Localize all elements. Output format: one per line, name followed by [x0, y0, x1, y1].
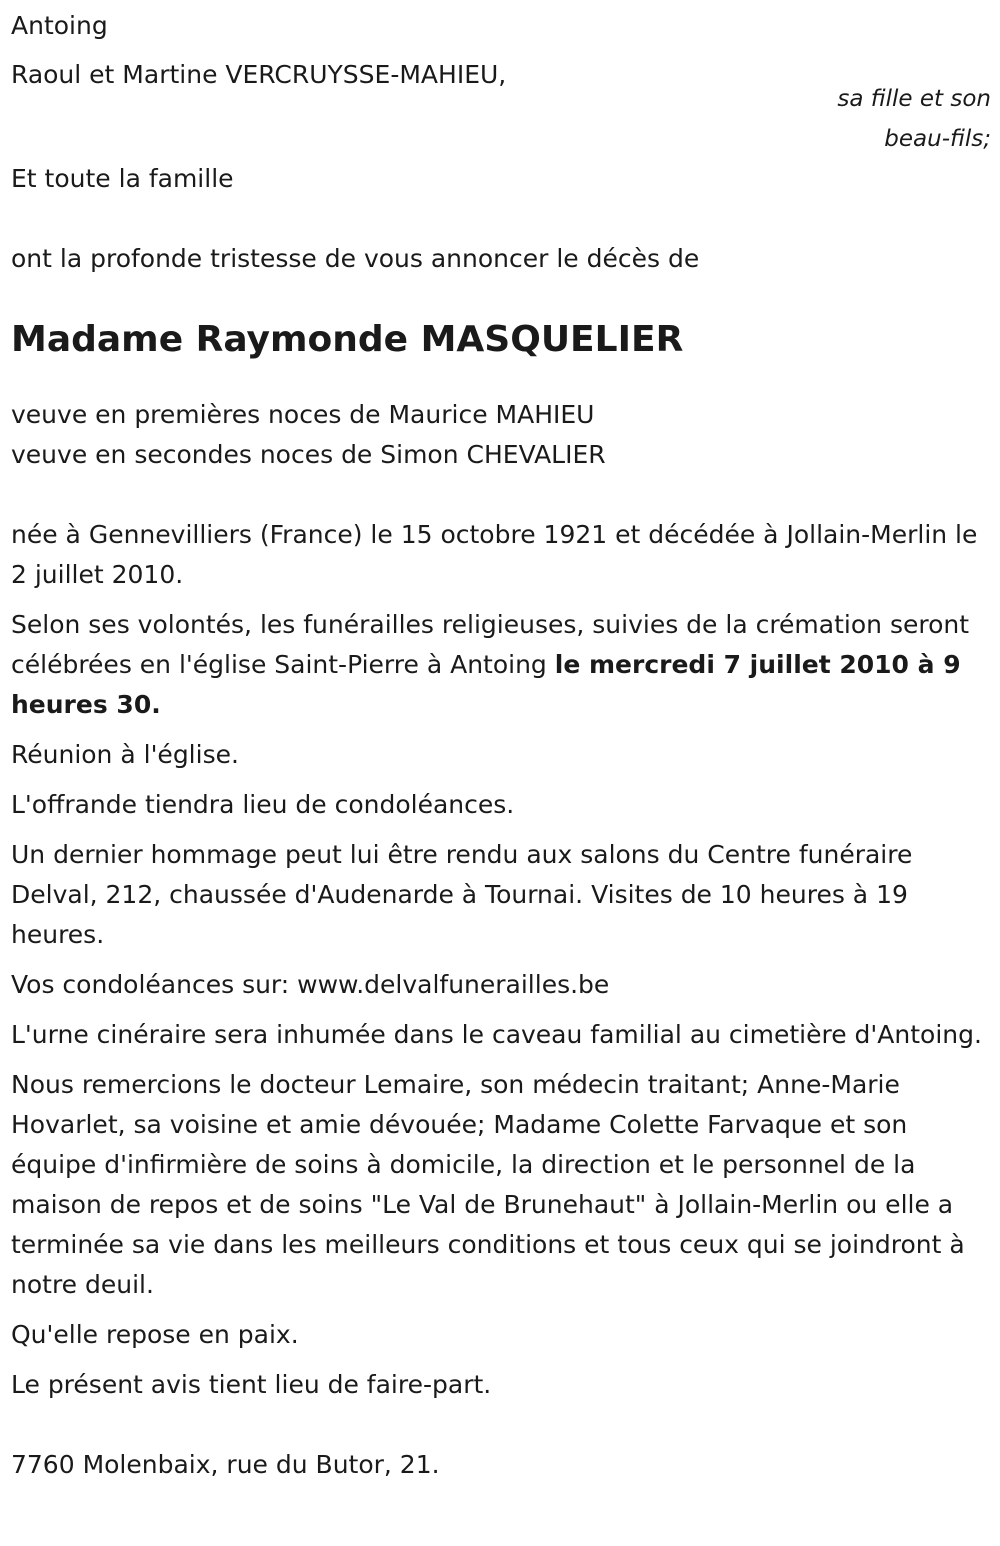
widow-first: veuve en premières noces de Maurice MAHIEU	[11, 400, 595, 429]
announcement: ont la profonde tristesse de vous annoncer le décès de	[11, 244, 700, 273]
tribute: Un dernier hommage peut lui être rendu aux salons du Centre funéraire Delval, 212, chaussée d'Audenarde à Tournai. Visites de 10 heures à 19 heures.	[11, 840, 913, 949]
notice: Le présent avis tient lieu de faire-part.	[11, 1370, 492, 1399]
thanks: Nous remercions le docteur Lemaire, son médecin traitant; Anne-Marie Hovarlet, sa voisine et amie dévouée; Madame Colette Farvaque et son équipe d'infirmière de soins à domicile, la direction et le personnel de la maison de repos et de soins "Le Val de Brunehaut" à Jollain-Merlin ou elle a terminée sa vie dans les meilleurs conditions et tous ceux qui se joindront à notre deuil.	[11, 1070, 965, 1299]
widow-second: veuve en secondes noces de Simon CHEVALIER	[11, 440, 606, 469]
condolences: Vos condoléances sur: www.delvalfunerailles.be	[11, 970, 610, 999]
family-relation-line2: beau-fils;	[884, 126, 991, 152]
rest: Qu'elle repose en paix.	[11, 1320, 299, 1349]
meeting: Réunion à l'église.	[11, 740, 239, 769]
birth-death: née à Gennevilliers (France) le 15 octobre 1921 et décédée à Jollain-Merlin le 2 juillet 2010.	[11, 520, 978, 589]
family-others: Et toute la famille	[11, 164, 234, 193]
family-relation-line1: sa fille et son	[837, 86, 991, 112]
family-place: Antoing	[11, 11, 108, 40]
obituary-notice	[11, 6, 991, 1485]
funeral-paragraph	[11, 605, 991, 725]
deceased-name: Madame Raymonde MASQUELIER	[11, 319, 684, 360]
funeral-date: le mercredi 7 juillet 2010 à 9 heures 30.	[11, 650, 961, 719]
family-names: Raoul et Martine VERCRUYSSE-MAHIEU,	[11, 60, 507, 89]
address: 7760 Molenbaix, rue du Butor, 21.	[11, 1450, 440, 1479]
urn: L'urne cinéraire sera inhumée dans le caveau familial au cimetière d'Antoing.	[11, 1020, 982, 1049]
funeral-text: Selon ses volontés, les funérailles religieuses, suivies de la crémation seront célébrées en l'église Saint-Pierre à Antoing	[11, 610, 970, 679]
offering: L'offrande tiendra lieu de condoléances.	[11, 790, 515, 819]
